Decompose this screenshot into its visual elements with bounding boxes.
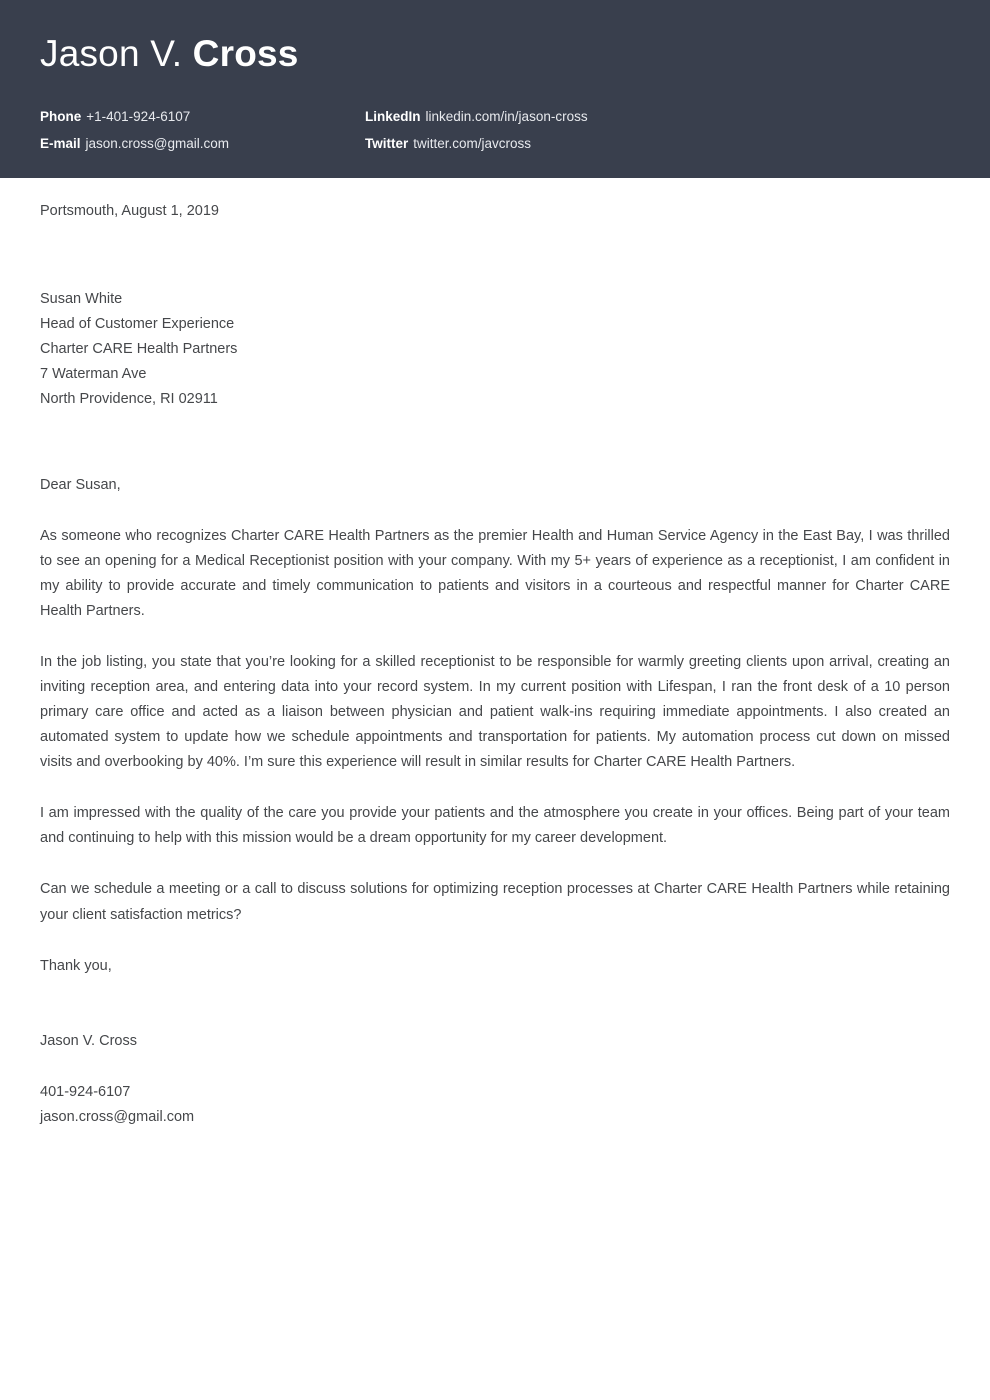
signature-phone: 401-924-6107 bbox=[40, 1084, 131, 1101]
body-paragraph-3: I am impressed with the quality of the care you provide your patients and the atmosphere you create in your offices. Being part of your team and continuing to help with this mission would be a dream opportunity for my career development. bbox=[40, 805, 950, 847]
date-line: Portsmouth, August 1, 2019 bbox=[40, 203, 219, 219]
signature-email[interactable]: jason.cross@gmail.com bbox=[40, 1108, 195, 1125]
letter-header bbox=[0, 0, 990, 178]
contact-linkedin[interactable] bbox=[365, 109, 950, 125]
body-paragraph-2: In the job listing, you state that you’re looking for a skilled receptionist to be responsible for warmly greeting clients upon arrival, creating an inviting reception area, and entering data into your record system. In my current position with Lifespan, I ran the front desk of a 10 person primary care office and acted as a liaison between physician and patient walk-ins requiring immediate appointments. I also created an automated system to update how we schedule appointments and transportation for patients. My automation process cut down on missed visits and overbooking by 40%. I’m sure this experience will result in similar results for Charter CARE Health Partners. bbox=[40, 653, 950, 771]
signature-contact-block bbox=[40, 1080, 950, 1130]
letter-body bbox=[0, 178, 990, 1130]
contact-linkedin-value[interactable]: linkedin.com/in/jason-cross bbox=[425, 108, 588, 124]
contact-phone bbox=[40, 109, 365, 125]
recipient-company: Charter CARE Health Partners bbox=[40, 340, 238, 357]
body-paragraph-4: Can we schedule a meeting or a call to discuss solutions for optimizing reception processes at Charter CARE Health Partners while retaining your client satisfaction metrics? bbox=[40, 881, 950, 923]
first-name: Jason V. bbox=[40, 33, 183, 74]
signature-name: Jason V. Cross bbox=[40, 1032, 137, 1049]
contact-email-label: E-mail bbox=[40, 135, 81, 151]
contact-phone-label: Phone bbox=[40, 108, 82, 124]
recipient-street: 7 Waterman Ave bbox=[40, 365, 147, 382]
contact-email[interactable] bbox=[40, 136, 365, 152]
page-title bbox=[40, 34, 950, 75]
body-paragraph-1: As someone who recognizes Charter CARE Health Partners as the premier Health and Human Service Agency in the East Bay, I was thrilled to see an opening for a Medical Receptionist position with your company. With my 5+ years of experience as a receptionist, I am confident in my ability to provide accurate and timely communication to patients and visitors in a courteous and respectful manner for Charter CARE Health Partners. bbox=[40, 527, 950, 619]
contact-details bbox=[40, 109, 950, 152]
recipient-name: Susan White bbox=[40, 290, 123, 307]
contact-email-value[interactable]: jason.cross@gmail.com bbox=[85, 135, 230, 151]
recipient-city-state-zip: North Providence, RI 02911 bbox=[40, 390, 218, 407]
recipient-address-block bbox=[40, 287, 950, 412]
contact-twitter-value[interactable]: twitter.com/javcross bbox=[413, 135, 532, 151]
contact-twitter-label: Twitter bbox=[365, 135, 409, 151]
contact-linkedin-label: LinkedIn bbox=[365, 108, 421, 124]
salutation: Dear Susan, bbox=[40, 477, 121, 494]
recipient-title: Head of Customer Experience bbox=[40, 315, 235, 332]
contact-twitter[interactable] bbox=[365, 136, 950, 152]
last-name: Cross bbox=[192, 33, 299, 74]
closing-line: Thank you, bbox=[40, 957, 112, 974]
contact-phone-value: +1-401-924-6107 bbox=[86, 108, 191, 124]
